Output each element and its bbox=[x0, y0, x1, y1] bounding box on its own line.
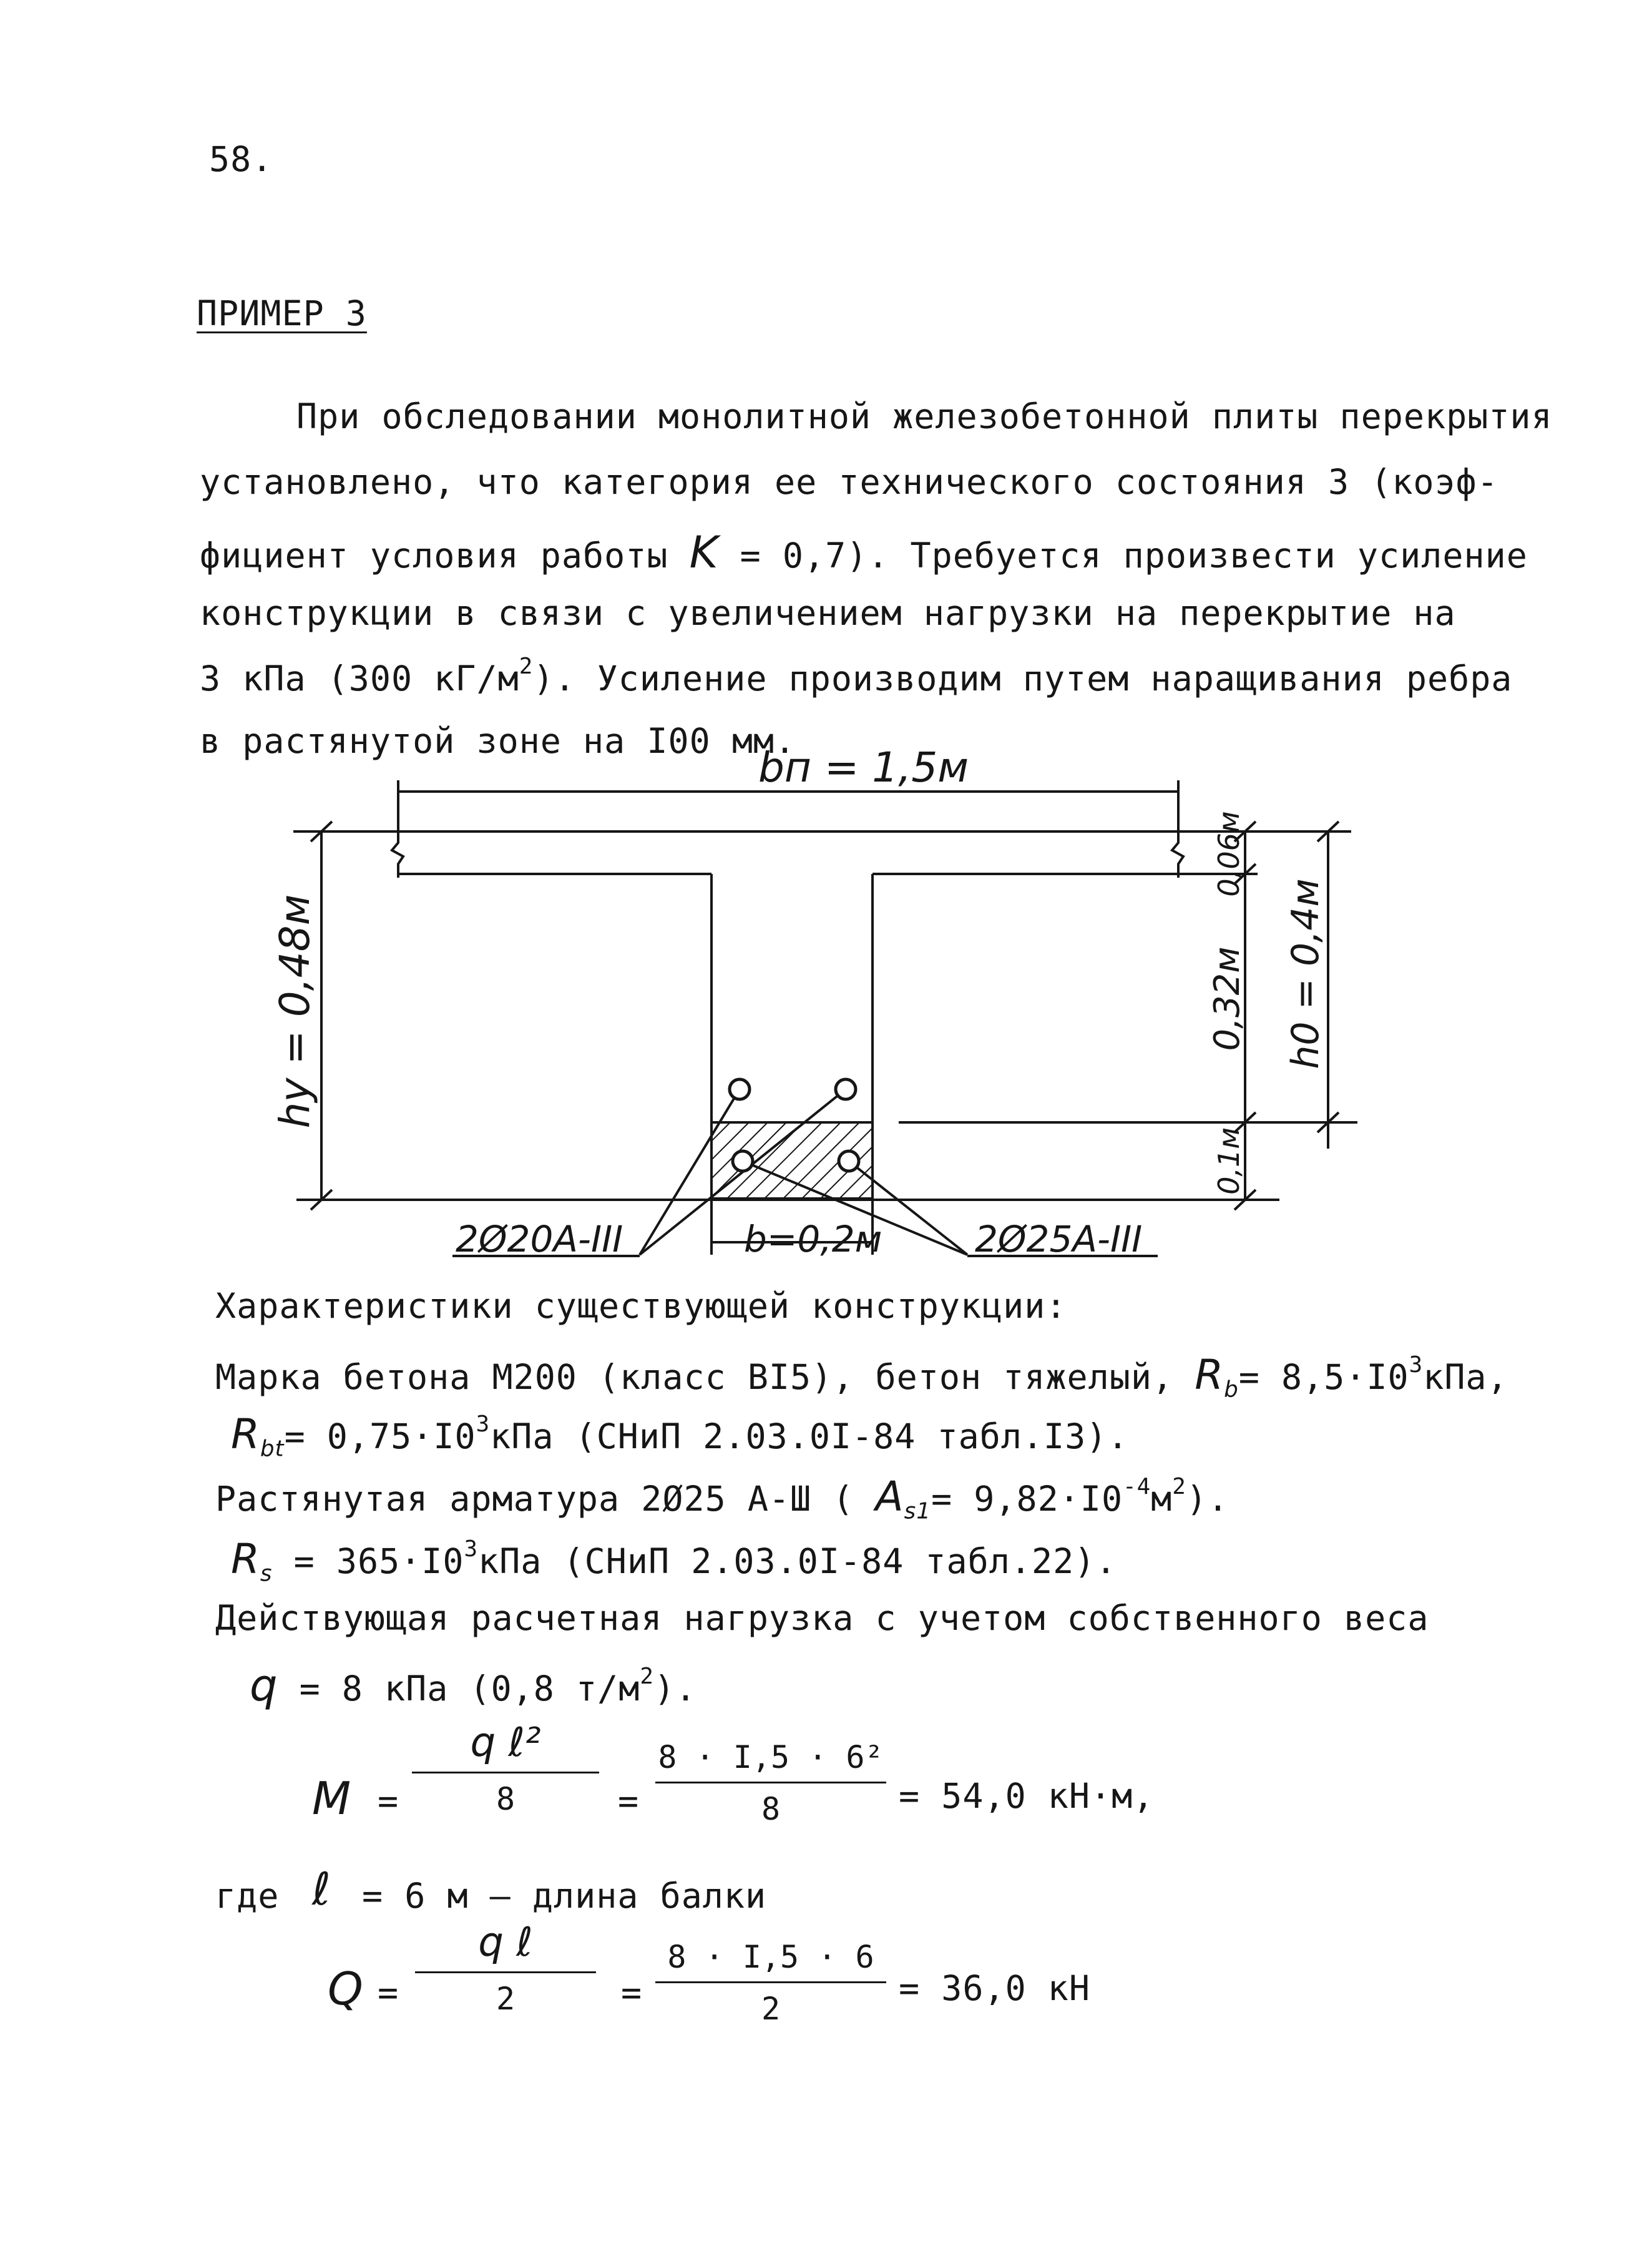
char-line-3: Растянутая арматура 2Ø25 А-Ш ( $A_{s1}= 9,82\cdot I0^{-4}м^2$). bbox=[215, 1473, 1229, 1524]
char-title: Характеристики существующей конструкции: bbox=[215, 1286, 1067, 1326]
label-hy: hу = 0,48м bbox=[271, 894, 319, 1129]
label-d01: 0,1м bbox=[1212, 1127, 1246, 1195]
flange-break-left bbox=[392, 828, 403, 878]
flange-break-right bbox=[1172, 828, 1183, 878]
formula-m-eq2: = bbox=[618, 1781, 640, 1821]
formula-q-result: = 36,0 кН bbox=[899, 1968, 1091, 2008]
rebar-bottom-left bbox=[733, 1151, 753, 1171]
leader-left-1 bbox=[640, 1089, 740, 1255]
formula-q-eq2: = bbox=[621, 1973, 643, 2013]
rebar-top-left bbox=[730, 1079, 750, 1099]
intro-line-6: в растянутой зоне на I00 мм. bbox=[200, 721, 796, 761]
intro-line-3: фициент условия работы K = 0,7). Требуется произвести усиление bbox=[200, 527, 1528, 578]
char-line-4: $R_s = 365\cdot I0^3кПа$ (СНиП 2.03.0I-84 табл.22). bbox=[231, 1535, 1117, 1587]
formula-m-result: = 54,0 кН·м, bbox=[899, 1776, 1155, 1816]
label-rebar-right: 2Ø25A-III bbox=[975, 1218, 1143, 1260]
char-line-1: Марка бетона М200 (класс BI5), бетон тяжелый, $R_b= 8,5\cdot I0^3кПа$, bbox=[215, 1351, 1508, 1403]
t-beam-diagram bbox=[0, 749, 1652, 1311]
char-line-6: q = 8 кПа (0,8 $т/м^2$). bbox=[250, 1660, 697, 1711]
where-symbol: ℓ bbox=[312, 1863, 331, 1915]
where-text: = 6 м – длина балки bbox=[362, 1876, 767, 1916]
label-rebar-left: 2Ø20A-III bbox=[456, 1218, 623, 1260]
page-number: 58. bbox=[209, 139, 273, 179]
label-d032: 0,32м bbox=[1207, 946, 1248, 1051]
char-line-2: $R_{bt}= 0,75\cdot I0^3кПа$ (СНиП 2.03.0I-84 табл.I3). bbox=[231, 1410, 1129, 1462]
formula-m-frac2: 8 · I,5 · 6² 8 bbox=[655, 1742, 886, 1825]
label-b: b=0,2м bbox=[744, 1218, 882, 1260]
formula-q-frac1: q ℓ 2 bbox=[415, 1923, 596, 2014]
formula-m-frac1: q ℓ² 8 bbox=[412, 1723, 599, 1815]
formula-q-frac2: 8 · I,5 · 6 2 bbox=[655, 1941, 886, 2024]
formula-m-eq1: = bbox=[378, 1781, 399, 1821]
intro-line-1: При обследовании монолитной железобетонной плиты перекрытия bbox=[296, 396, 1553, 436]
intro-line-2: установлено, что категория ее технического состояния 3 (коэф- bbox=[200, 462, 1498, 502]
coef-symbol: K bbox=[689, 527, 719, 578]
formula-q-eq1: = bbox=[378, 1973, 399, 2013]
label-bn: bп = 1,5м bbox=[758, 749, 969, 792]
label-d006: 0,06м bbox=[1212, 811, 1246, 897]
where-label: где bbox=[215, 1876, 280, 1916]
rebar-bottom-right bbox=[839, 1151, 859, 1171]
char-line-5: Действующая расчетная нагрузка с учетом собственного веса bbox=[215, 1598, 1429, 1638]
rebar-top-right bbox=[836, 1079, 856, 1099]
example-heading: ПРИМЕР 3 bbox=[197, 293, 367, 333]
formula-q-lhs: Q bbox=[328, 1963, 364, 2015]
intro-line-5: 3 кПа (300 $кГ/м^2$). Усиление производим путем наращивания ребра bbox=[200, 654, 1513, 699]
intro-line-4: конструкции в связи с увеличением нагрузки на перекрытие на bbox=[200, 593, 1456, 633]
label-h0: h0 = 0,4м bbox=[1284, 878, 1327, 1069]
formula-m-lhs: M bbox=[312, 1772, 352, 1825]
